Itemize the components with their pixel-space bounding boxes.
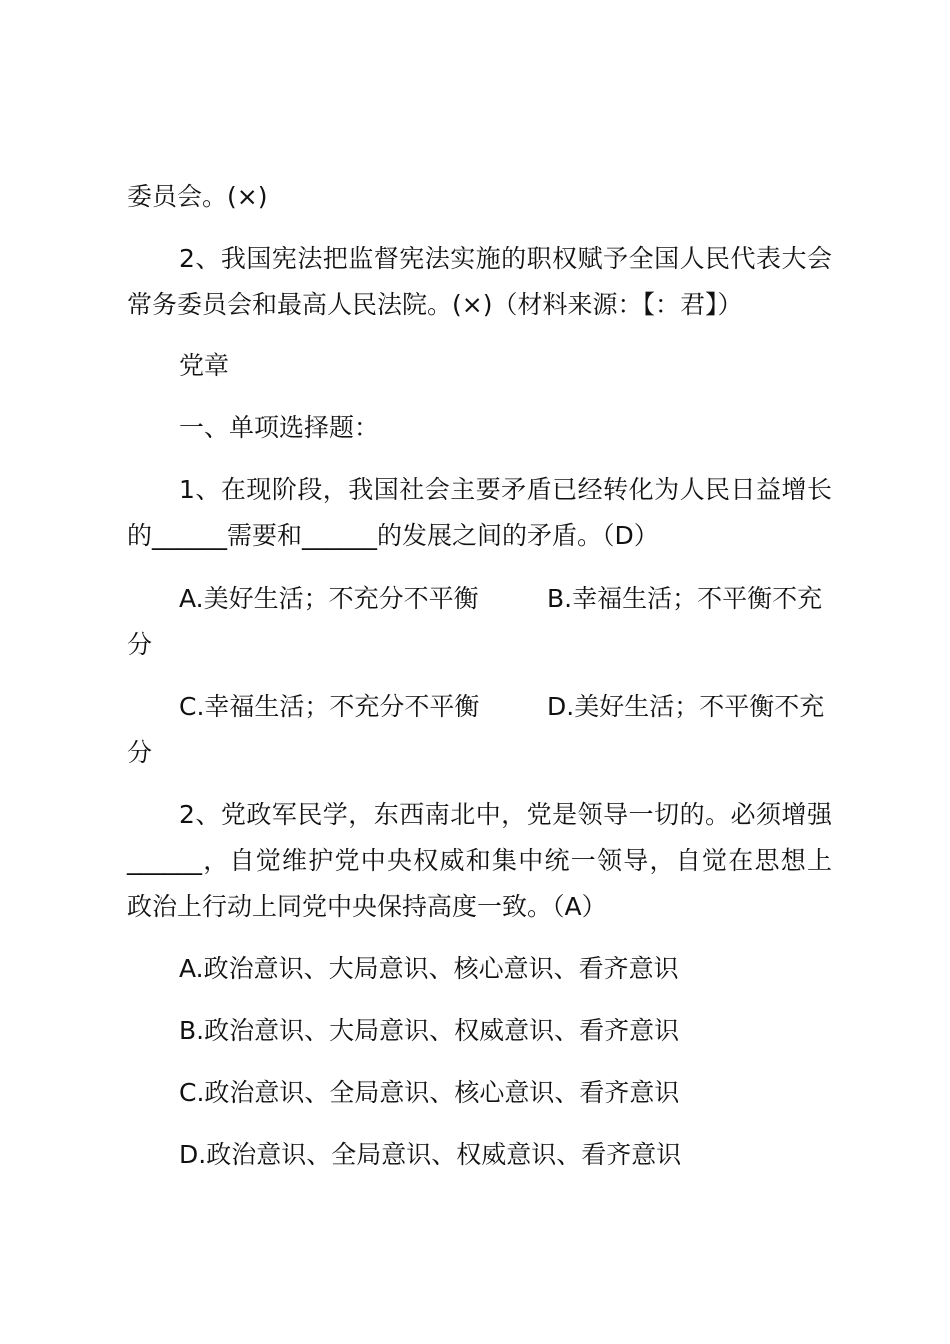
question-2: 2、党政军民学，东西南北中，党是领导一切的。必须增强 (179, 800, 832, 829)
question-1: 1、在现阶段，我国社会主要矛盾已经转化为人民日益增长 (179, 475, 832, 504)
option-c: C.政治意识、全局意识、核心意识、看齐意识 (179, 1078, 680, 1107)
option-a: A.政治意识、大局意识、核心意识、看齐意识 (179, 954, 679, 983)
text-line: 常务委员会和最高人民法院。(×)（材料来源：【：君】） (127, 290, 743, 319)
text-line: 2、我国宪法把监督宪法实施的职权赋予全国人民代表大会 (179, 244, 832, 273)
option-a: A.美好生活；不充分不平衡 (179, 584, 479, 613)
question-2-cont: 政治上行动上同党中央保持高度一致。（A） (127, 892, 607, 921)
option-d: D.美好生活；不平衡不充 (547, 692, 825, 721)
option-row (179, 584, 832, 614)
option-row (179, 692, 832, 722)
option-c: C.幸福生活；不充分不平衡 (179, 692, 480, 721)
subsection-heading: 一、单项选择题： (179, 413, 380, 442)
section-heading: 党章 (179, 351, 230, 380)
option-b: B.幸福生活；不平衡不充 (547, 584, 823, 613)
text-line: 委员会。(×) (127, 182, 268, 211)
option-d: D.政治意识、全局意识、权威意识、看齐意识 (179, 1140, 682, 1169)
question-1-cont: 的______需要和______的发展之间的矛盾。（D） (127, 521, 659, 550)
question-2-cont: ______，自觉维护党中央权威和集中统一领导，自觉在思想上 (127, 846, 832, 875)
option-b-cont: 分 (127, 630, 153, 659)
option-b: B.政治意识、大局意识、权威意识、看齐意识 (179, 1016, 680, 1045)
option-d-cont: 分 (127, 738, 153, 767)
